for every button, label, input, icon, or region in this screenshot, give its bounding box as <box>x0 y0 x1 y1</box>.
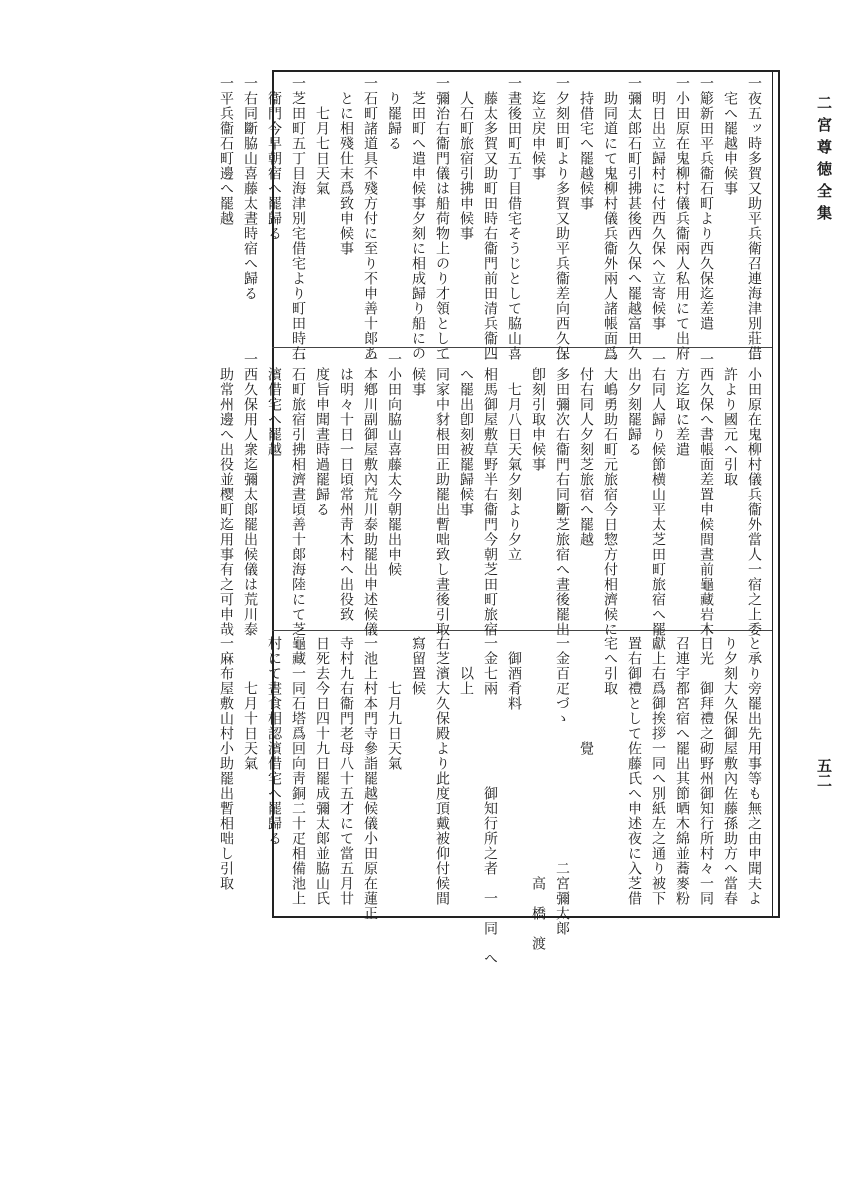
text-line: 人石町旅宿引拂申候事 <box>458 76 474 241</box>
text-line: 卽刻引取申候事 <box>530 352 546 472</box>
text-line: 一麻布屋敷山村小助罷出暫相咄し引取 <box>218 636 234 891</box>
text-line: へ罷出卽刻被罷歸候事 <box>458 352 474 517</box>
text-line: 一金七兩 御知行所之者 一 同 へ <box>482 636 498 966</box>
text-line: 一相馬御屋敷草野半右衞門今朝芝田町旅宿 <box>482 352 498 637</box>
book-title: 二宮尊徳全集 <box>815 95 833 227</box>
text-line: り罷歸る <box>386 76 402 151</box>
text-line: 一芝田町五丁目海津別宅借宅より町田時右 <box>290 76 306 361</box>
text-line: 一西久保用人衆迄彌太郞罷出候儀は荒川泰 <box>242 352 258 637</box>
text-line: は明々十日一日頃常州靑木村へ出役致 <box>338 352 354 622</box>
text-line: 七月八日天氣夕刻より夕立 <box>506 352 522 562</box>
text-line: 助同道にて鬼柳村儀兵衞外兩人諸帳面爲 <box>602 76 618 361</box>
text-line: と承り旁罷出先用事等も無之由申聞夫よ <box>746 636 762 906</box>
section-divider-lower <box>272 630 772 631</box>
text-line: 寫留置候 <box>410 636 426 696</box>
text-line: 藤太多賀又助町田時右衞門前田清兵衞四 <box>482 76 498 361</box>
text-line: 一右同斷脇山喜藤太晝時宿へ歸る <box>242 76 258 301</box>
text-line: 明日出立歸村に付西久保へ立寄候事 <box>650 76 666 331</box>
text-line: 七月七日天氣 <box>314 76 330 196</box>
text-line: とに相殘仕末爲致申候事 <box>338 76 354 256</box>
page-number: 五二 <box>815 758 833 788</box>
text-line: 日死去今日四十九日罷成彌太郞並脇山氏 <box>314 636 330 906</box>
text-line: 一彌太郎石町引拂甚後西久保へ罷越富田久 <box>626 76 642 361</box>
text-line: り夕刻大久保御屋敷內佐藤孫助方へ當春 <box>722 636 738 906</box>
text-line: 寺村九右衞門老母八十五才にて當五月廿 <box>338 636 354 906</box>
text-line: 一石町旅宿引拂相濟晝頃善十郞海陸にて芝 <box>290 352 306 637</box>
text-line: 一夜五ッ時多賀又助平兵衛召連海津別莊借 <box>746 76 762 361</box>
text-line: 一右同人歸り候節横山平太芝田町旅宿へ罷 <box>650 352 666 637</box>
text-line: 迄立戻申候事 <box>530 76 546 181</box>
text-line: 御酒肴料 <box>506 636 522 711</box>
text-line: 龜藏一同石塔爲回向靑銅二十疋相備池上 <box>290 636 306 906</box>
text-line: 日光 御拜禮之砌野州御知行所村々一同 <box>698 636 714 906</box>
column-rule <box>772 70 773 918</box>
text-line: 度旨申聞晝時過罷歸る <box>314 352 330 517</box>
text-line: 一本鄕川副御屋敷內荒川泰助罷出申述候儀 <box>362 352 378 637</box>
text-line: 衞門今早朝宿へ罷歸る <box>266 76 282 241</box>
text-line: 獻上右爲御挨拶一同へ別紙左之通り被下 <box>650 636 666 906</box>
text-line: 宅へ罷越申候事 <box>722 76 738 196</box>
section-divider-upper <box>272 347 772 348</box>
text-line: 七月十日天氣 <box>242 636 258 771</box>
text-line: 一小田向脇山喜藤太今朝罷出申候 <box>386 352 402 577</box>
text-line: 一簓新田平兵衞石町より西久保迄差遣 <box>698 76 714 331</box>
middle-text-section <box>218 352 766 637</box>
text-line: 持借宅へ罷越候事 <box>578 76 594 211</box>
text-line: 助常州邊へ出役並樱町迄用事有之可申哉 <box>218 352 234 637</box>
text-line: 付右同人夕刻芝旅宿へ罷越 <box>578 352 594 547</box>
text-line: 一平兵衞石町邊へ罷越 <box>218 76 234 226</box>
text-line: 宅へ引取 <box>602 636 618 696</box>
lower-text-section <box>218 636 766 966</box>
text-line: 一大嶋勇助石町元旅宿今日惣方付相濟候に <box>602 352 618 637</box>
text-line: 一多田彌次右衞門右同斷芝旅宿へ晝後罷出 <box>554 352 570 637</box>
upper-text-section <box>218 76 766 361</box>
text-line: 出夕刻罷歸る <box>626 352 642 457</box>
text-line: 七月九日天氣 <box>386 636 402 771</box>
text-line: 一彌治右衞門儀は船荷物上のり才領として <box>434 76 450 361</box>
text-line: 一金百疋づゝ 二宮彌太郞 <box>554 636 570 936</box>
text-line: 一池上村本門寺參詣罷越候儀小田原在蓮正 <box>362 636 378 921</box>
text-line: 覺 <box>578 636 594 756</box>
text-line: 召連宇都宮宿へ罷出其節晒木綿並蕎麥粉 <box>674 636 690 906</box>
text-line: 一石町諸道具不殘方付に至り不申善十郞あ <box>362 76 378 361</box>
text-line: 一小田原在鬼柳村儀兵衞兩人私用にて出府 <box>674 76 690 361</box>
text-line: 許より國元へ引取 <box>722 352 738 487</box>
text-line: 以上 <box>458 636 474 696</box>
text-line: 高 橋 渡 <box>530 636 546 951</box>
text-line: 右芝濱大久保殿より此度頂戴被仰付候間 <box>434 636 450 906</box>
text-line: 方迄取に差遣 <box>674 352 690 457</box>
text-line: 濱借宅へ罷越 <box>266 352 282 457</box>
text-line: 一西久保へ書帳面差置申候間晝前龜藏岩木 <box>698 352 714 637</box>
text-line: 一同家中豺根田正助罷出暫咄致し晝後引取 <box>434 352 450 637</box>
text-line: 一小田原在鬼柳村儀兵衞外當人一宿之上委 <box>746 352 762 637</box>
text-line: 一夕刻田町より多賀又助平兵衞差向西久保 <box>554 76 570 361</box>
text-line: 村にて晝食相認濱借宅へ罷歸る <box>266 636 282 846</box>
text-line: 置右御禮として佐藤氏へ申述夜に入芝借 <box>626 636 642 906</box>
text-line: 芝田町へ遣申候事夕刻に相成歸り船にの <box>410 76 426 361</box>
text-line: 一晝後田町五丁目借宅そうじとして脇山喜 <box>506 76 522 361</box>
text-line: 候事 <box>410 352 426 397</box>
